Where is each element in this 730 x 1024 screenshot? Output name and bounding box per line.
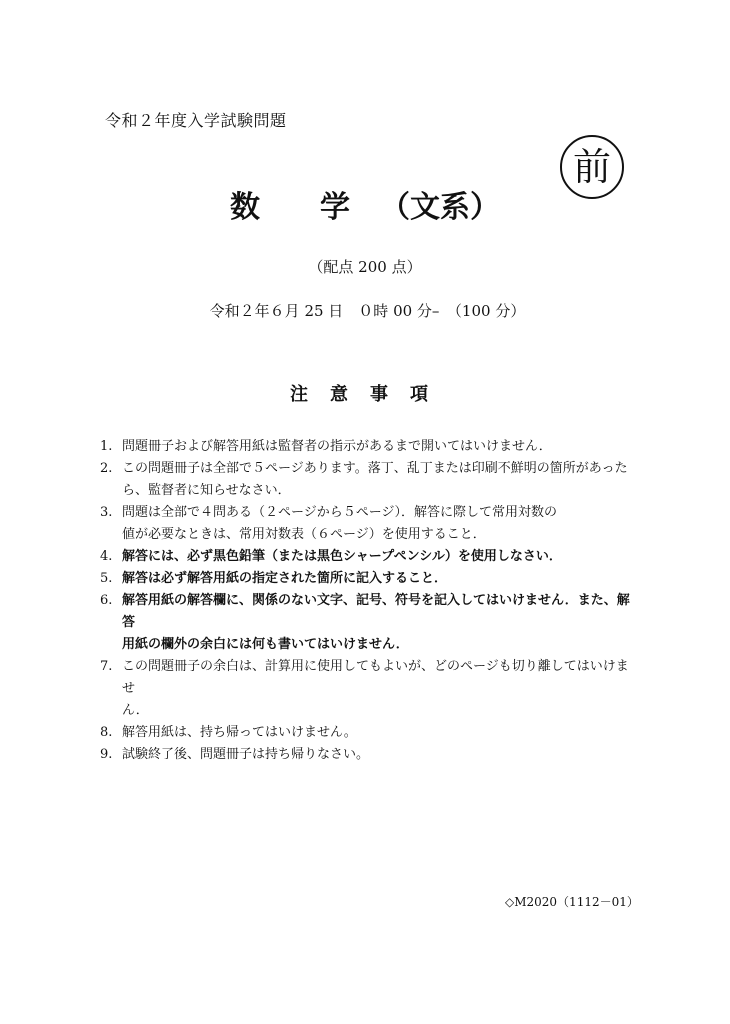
note-item [100, 458, 640, 502]
note-number: 9. [100, 747, 113, 762]
subject-category: （文系） [380, 190, 500, 225]
note-item [100, 546, 640, 568]
note-text: 問題冊子および解答用紙は監督者の指示があるまで開いてはいけません． [122, 439, 552, 454]
note-number: 4. [100, 549, 113, 564]
note-number: 1. [100, 439, 113, 454]
notice-heading: 注意事項 [290, 384, 450, 405]
note-text: 解答用紙の解答欄に、関係のない文字、記号、符号を記入してはいけません．また、解答 用紙の欄外の余白には何も書いてはいけません． [122, 593, 630, 652]
zen-stamp-char: 前 [572, 145, 611, 189]
note-text: この問題冊子は全部で５ページあります。落丁、乱丁または印刷不鮮明の箇所があった ら、監督者に知らせなさい． [122, 461, 628, 498]
subject-title [0, 188, 730, 228]
note-item [100, 502, 640, 546]
note-item [100, 568, 640, 590]
note-text: 試験終了後、問題冊子は持ち帰りなさい。 [122, 747, 370, 762]
exam-year-heading: 令和２年度入学試験問題 [105, 111, 287, 130]
note-text: 解答には、必ず黒色鉛筆（または黒色シャープペンシル）を使用しなさい． [122, 549, 562, 564]
subject-char-1: 数 [230, 190, 260, 225]
note-number: 2. [100, 461, 113, 476]
note-number: 8. [100, 725, 113, 740]
note-text: 解答は必ず解答用紙の指定された箇所に記入すること． [122, 571, 448, 586]
note-number: 3. [100, 505, 113, 520]
note-number: 7. [100, 659, 113, 674]
exam-code: ◇M2020（1112－01） [505, 895, 639, 909]
note-number: 6. [100, 593, 113, 608]
note-item [100, 656, 640, 722]
note-item [100, 590, 640, 656]
exam-schedule: 令和２年６月 25 日 ０時 00 分– （100 分） [209, 302, 526, 320]
note-item [100, 436, 640, 458]
points-label: （配点 200 点） [308, 258, 422, 276]
note-text: 問題は全部で４問ある（２ページから５ページ）．解答に際して常用対数の 値が必要なときは、常用対数表（６ページ）を使用すること． [122, 505, 557, 542]
note-number: 5. [100, 571, 113, 586]
note-text: この問題冊子の余白は、計算用に使用してもよいが、どのページも切り離してはいけませ ん． [122, 659, 629, 718]
note-text: 解答用紙は、持ち帰ってはいけません。 [122, 725, 357, 740]
note-item [100, 722, 640, 744]
notes-list [100, 436, 640, 766]
subject-char-2: 学 [320, 190, 350, 225]
note-item [100, 744, 640, 766]
